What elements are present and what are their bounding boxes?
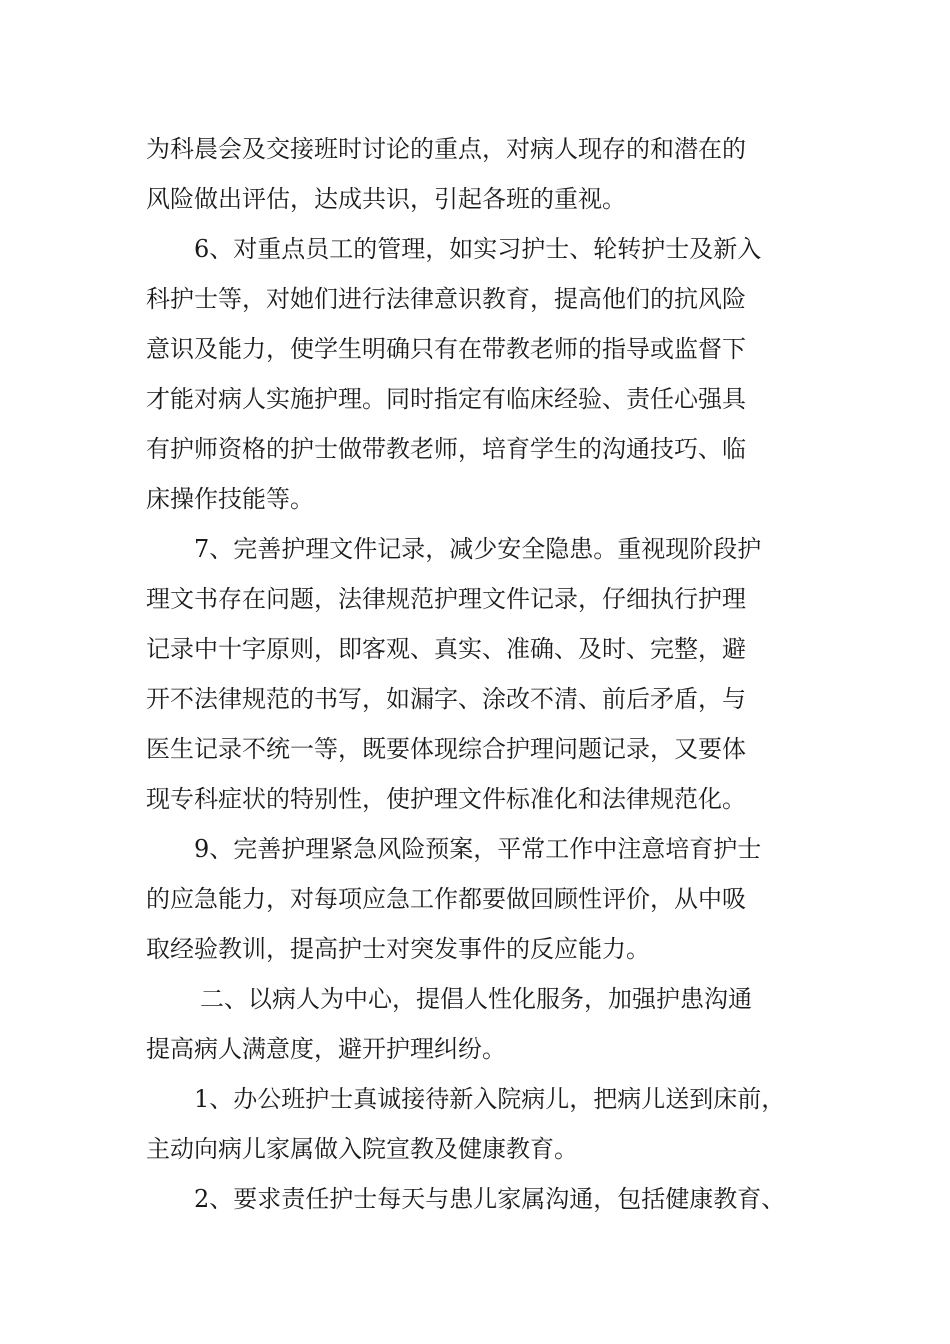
text-line: 有护师资格的护士做带教老师，培育学生的沟通技巧、临	[146, 435, 746, 463]
text-line: 取经验教训，提高护士对突发事件的反应能力。	[146, 935, 650, 963]
section-heading-line: 二、以病人为中心，提倡人性化服务，加强护患沟通	[200, 985, 752, 1013]
text-line: 医生记录不统一等，既要体现综合护理问题记录，又要体	[146, 735, 746, 763]
text-line: 意识及能力，使学生明确只有在带教老师的指导或监督下	[146, 335, 746, 363]
text-line: 开不法律规范的书写，如漏字、涂改不清、前后矛盾，与	[146, 685, 746, 713]
document-body	[146, 124, 826, 1224]
text-line: 记录中十字原则，即客观、真实、准确、及时、完整，避	[146, 635, 746, 663]
text-line: 为科晨会及交接班时讨论的重点，对病人现存的和潜在的	[146, 135, 746, 163]
text-line: 主动向病儿家属做入院宣教及健康教育。	[146, 1135, 578, 1163]
text-line: 科护士等，对她们进行法律意识教育，提高他们的抗风险	[146, 285, 746, 313]
section-heading-line: 提高病人满意度，避开护理纠纷。	[146, 1035, 506, 1063]
text-line: 床操作技能等。	[146, 485, 314, 513]
paragraph-start-line: 2、要求责任护士每天与患儿家属沟通，包括健康教育、	[194, 1185, 786, 1213]
paragraph-start-line: 9、完善护理紧急风险预案，平常工作中注意培育护士	[194, 835, 762, 863]
text-line: 才能对病人实施护理。同时指定有临床经验、责任心强具	[146, 385, 746, 413]
paragraph-start-line: 6、对重点员工的管理，如实习护士、轮转护士及新入	[194, 235, 762, 263]
paragraph-start-line: 1、办公班护士真诚接待新入院病儿，把病儿送到床前，	[194, 1085, 786, 1113]
paragraph-start-line: 7、完善护理文件记录，减少安全隐患。重视现阶段护	[194, 535, 762, 563]
text-line: 的应急能力，对每项应急工作都要做回顾性评价，从中吸	[146, 885, 746, 913]
text-line: 风险做出评估，达成共识，引起各班的重视。	[146, 185, 626, 213]
text-line: 理文书存在问题，法律规范护理文件记录，仔细执行护理	[146, 585, 746, 613]
text-line: 现专科症状的特别性，使护理文件标准化和法律规范化。	[146, 785, 746, 813]
